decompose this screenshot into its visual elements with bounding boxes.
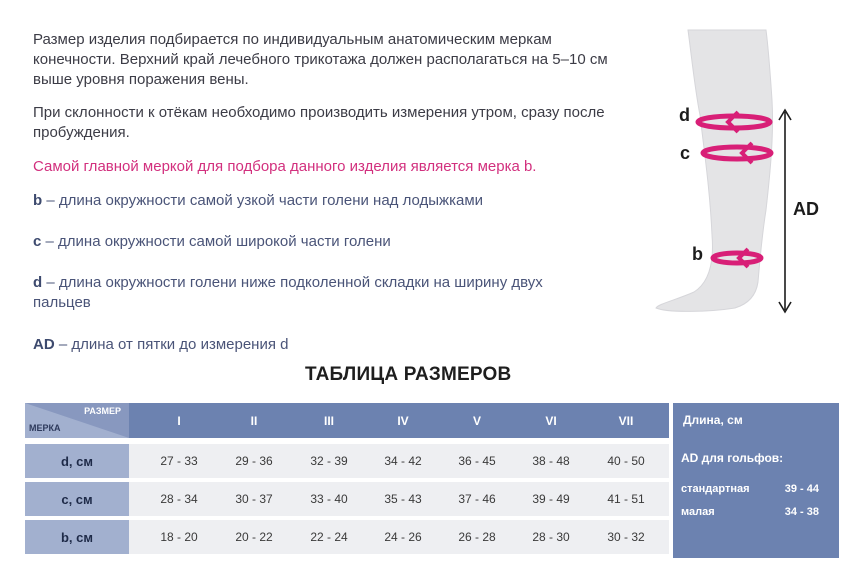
- table-cell: 27 - 33: [160, 454, 198, 468]
- definition-key: AD: [33, 336, 55, 353]
- table-cell: 24 - 26: [384, 530, 422, 544]
- leg-silhouette: [656, 30, 773, 311]
- length-panel-title: Длина, см: [683, 413, 743, 427]
- length-standard: [681, 483, 831, 495]
- leg-illustration: [640, 20, 840, 320]
- definition-text: – длина от пятки до измерения d: [54, 336, 289, 353]
- table-cell: 40 - 50: [607, 454, 645, 468]
- label-b: b: [692, 244, 703, 264]
- corner-size-label: РАЗМЕР: [84, 406, 121, 416]
- table-cell: 41 - 51: [607, 492, 645, 506]
- corner-measure-label: МЕРКА: [29, 423, 61, 433]
- label-ad: AD: [793, 199, 819, 219]
- size-header: V: [472, 413, 481, 428]
- table-cell: 28 - 34: [160, 492, 198, 506]
- table-cell: 29 - 36: [235, 454, 273, 468]
- row-label-d: d, см: [25, 444, 129, 478]
- length-standard-value: 39 - 44: [784, 483, 819, 495]
- size-header: VI: [545, 413, 557, 428]
- definition-ad: [33, 335, 603, 355]
- table-cell: 38 - 48: [532, 454, 570, 468]
- size-header: IV: [397, 413, 409, 428]
- table-cell: 35 - 43: [384, 492, 422, 506]
- table-cell: 37 - 46: [458, 492, 496, 506]
- length-small: [681, 506, 831, 518]
- main-measure-note: Самой главной меркой для подбора данного изделия является мерка b.: [33, 158, 537, 175]
- definition-text: – длина окружности голени ниже подколенной складки на ширину двух пальцев: [33, 274, 543, 311]
- table-cell: 28 - 30: [532, 530, 570, 544]
- label-d: d: [679, 105, 690, 125]
- size-header: VII: [618, 413, 634, 428]
- row-label-b: b, см: [25, 520, 129, 554]
- size-header: I: [177, 413, 181, 428]
- table-cell: 32 - 39: [310, 454, 348, 468]
- size-header: II: [250, 413, 258, 428]
- table-cell: 33 - 40: [310, 492, 348, 506]
- ad-arrow: [779, 110, 791, 312]
- label-c: c: [680, 143, 691, 163]
- definition-text: – длина окружности самой широкой части голени: [41, 233, 391, 250]
- definition-d: [33, 273, 603, 313]
- length-standard-label: стандартная: [681, 483, 750, 495]
- length-small-label: малая: [681, 506, 715, 518]
- table-cell: 18 - 20: [160, 530, 198, 544]
- table-cell: 34 - 42: [384, 454, 422, 468]
- table-cell: 26 - 28: [458, 530, 496, 544]
- length-panel: [673, 403, 839, 558]
- table-cell: 36 - 45: [458, 454, 496, 468]
- definition-text: – длина окружности самой узкой части голени над лодыжками: [42, 192, 484, 209]
- definition-key: d: [33, 274, 43, 291]
- table-cell: 30 - 32: [607, 530, 645, 544]
- intro-paragraph-2: При склонности к отёкам необходимо производить измерения утром, сразу после пробуждения.: [33, 104, 605, 141]
- definition-c: [33, 232, 603, 252]
- length-small-value: 34 - 38: [784, 506, 819, 518]
- table-cell: 20 - 22: [235, 530, 273, 544]
- definition-b: [33, 191, 603, 211]
- table-cell: 22 - 24: [310, 530, 348, 544]
- definition-key: b: [33, 192, 43, 209]
- table-corner: [25, 403, 129, 438]
- table-cell: 30 - 37: [235, 492, 273, 506]
- table-title: ТАБЛИЦА РАЗМЕРОВ: [305, 364, 512, 385]
- table-cell: 39 - 49: [532, 492, 570, 506]
- length-panel-subtitle: AD для гольфов:: [681, 451, 784, 465]
- definition-key: c: [33, 233, 42, 250]
- row-label-c: c, см: [25, 482, 129, 516]
- size-header: III: [323, 413, 334, 428]
- intro-paragraph-1: Размер изделия подбирается по индивидуальным анатомическим меркам конечности. Верхний край лечебного трикотажа должен располагаться на 5–10 см выше уровня поражения вены.: [33, 31, 608, 88]
